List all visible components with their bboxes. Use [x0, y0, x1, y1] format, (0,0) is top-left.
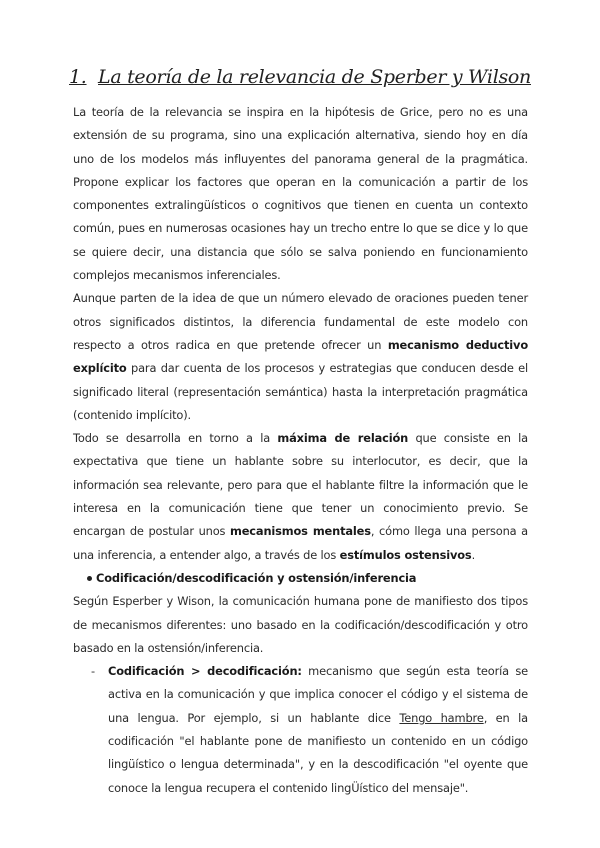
paragraph-text: mecanismo que según esta teoría se activa en la comunicación y que implica conocer el código y el sistema de una lengua. Por ejemplo, si un hablante dice — [108, 664, 528, 725]
paragraph-text: , en la codificación "el hablante pone de manifiesto un contenido en un código lingüístico o lengua determinada", y en la descodificación "el oyente que conoce la lengua recupera el contenido lingÜístico del mensaje". — [108, 710, 528, 795]
dash-marker: - — [91, 664, 95, 679]
bullet-heading: Codificación/descodificación y ostensión/inferencia — [96, 570, 417, 585]
section-title — [0, 66, 600, 88]
paragraph-text: que consiste en la expectativa que tiene un hablante sobre su interlocutor, es decir, que la información sea relevante, pero para que el hablante filtre la información que le interesa en la comunicación tiene que tener un conocimiento previo. Se encargan de postular unos — [73, 431, 529, 539]
document-body — [73, 101, 528, 800]
paragraph-text: Todo se desarrolla en torno a la — [73, 431, 278, 446]
bold-term: máxima de relación — [277, 431, 409, 446]
paragraph-mechanism — [73, 287, 528, 427]
paragraph-intro: La teoría de la relevancia se inspira en la hipótesis de Grice, pero no es una extensión de su programa, sino una explicación alternativa, siendo hoy en día uno de los modelos más influyentes del panorama general de la pragmática. Propone explicar los factores que operan en la comunicación a partir de los componentes extralingüísticos o cognitivos que tienen en cuenta un contexto común, pues en numerosas ocasiones hay un trecho entre lo que se dice y lo que se quiere decir, una distancia que sólo se salva poniendo en funcionamiento complejos mecanismos inferenciales. — [73, 105, 528, 283]
paragraph-types: Según Esperber y Wison, la comunicación humana pone de manifiesto dos tipos de mecanismos diferentes: uno basado en la codificación/descodificación y otro basado en la ostensión/inferencia. — [73, 594, 528, 655]
paragraph-text: para dar cuenta de los procesos y estrategias que conducen desde el significado literal (representación semántica) hasta la interpretación pragmática (contenido implícito). — [73, 361, 528, 422]
paragraph-text: Aunque parten de la idea de que un número elevado de oraciones pueden tener otros significados distintos, la diferencia fundamental de este modelo con respecto a otros radica en que pretende ofrecer un — [73, 291, 528, 352]
bold-term: estímulos ostensivos — [339, 547, 472, 562]
dash-list-item — [73, 660, 528, 800]
paragraph-text: . — [471, 547, 476, 562]
paragraph-relation — [73, 427, 528, 567]
paragraph-text: , cómo llega una persona a una inferencia, a entender algo, a través de los — [73, 524, 528, 562]
section-number: 1. — [69, 66, 87, 88]
bold-term: mecanismos mentales — [230, 524, 371, 539]
bullet-dot-icon — [87, 576, 92, 581]
bullet-item — [73, 567, 528, 590]
section-title-text: La teoría de la relevancia de Sperber y Wilson — [98, 66, 531, 88]
bold-term: Codificación > decodificación: — [108, 664, 302, 679]
underlined-example: Tengo hambre — [399, 710, 484, 725]
bold-term: mecanismo deductivo explícito — [73, 337, 528, 376]
